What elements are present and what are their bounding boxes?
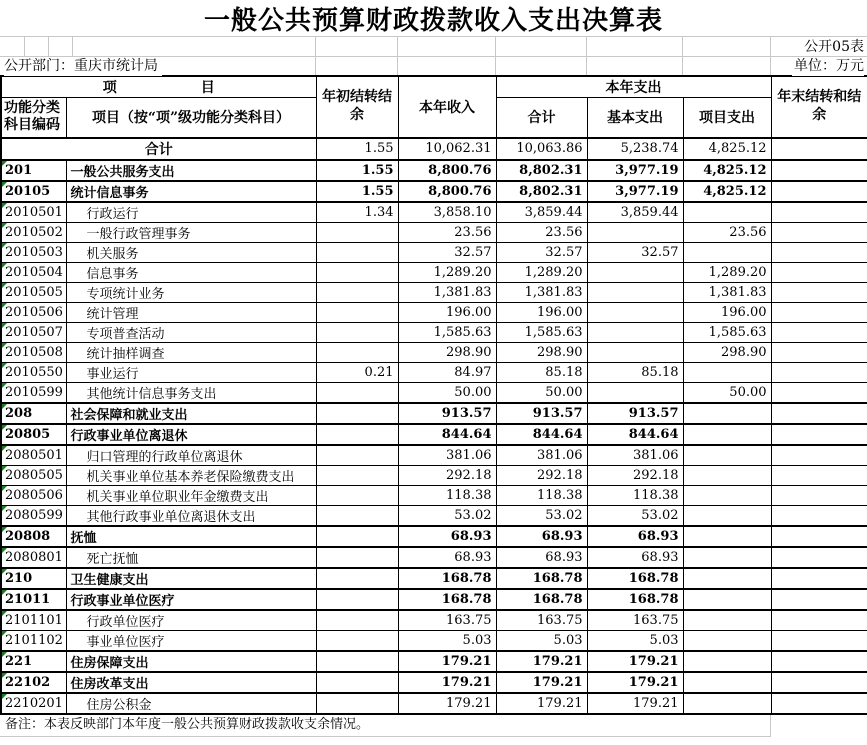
cell-code[interactable]: 2010507	[1, 322, 66, 342]
info-row-sheet-number	[0, 36, 867, 56]
header-function-code[interactable]: 功能分类科目编码	[1, 98, 66, 138]
table-row	[1, 505, 867, 526]
header-closing-balance[interactable]: 年末结转和结余	[771, 76, 867, 138]
cell-exp-basic[interactable]: 3,859.44	[587, 202, 683, 223]
cell-income[interactable]: 163.75	[398, 610, 496, 631]
cell-item-name[interactable]: 机关服务	[66, 242, 316, 262]
header-exp-project[interactable]: 项目支出	[683, 98, 771, 138]
cell-end-balance[interactable]	[771, 282, 867, 302]
cell-code[interactable]: 2010506	[1, 302, 66, 322]
cell-end-balance[interactable]	[771, 322, 867, 342]
cell-exp-basic[interactable]: 68.93	[587, 526, 683, 547]
cell-begin-balance[interactable]	[316, 322, 398, 342]
cell-exp-total[interactable]: 68.93	[496, 526, 587, 547]
cell-end-balance[interactable]	[771, 160, 867, 181]
table-row	[1, 424, 867, 445]
cell-exp-total[interactable]: 53.02	[496, 505, 587, 526]
cell-end-balance[interactable]	[771, 568, 867, 589]
cell-exp-total[interactable]: 913.57	[496, 403, 587, 424]
cell-exp-basic[interactable]: 168.78	[587, 568, 683, 589]
cell-item-name[interactable]: 一般公共服务支出	[66, 160, 316, 181]
table-row	[1, 693, 867, 714]
cell-exp-total[interactable]: 179.21	[496, 651, 587, 672]
cell-code[interactable]: 2080505	[1, 465, 66, 485]
cell-item-name[interactable]: 机关事业单位职业年金缴费支出	[66, 485, 316, 505]
cell-begin-balance[interactable]: 1.55	[316, 138, 398, 160]
cell-begin-balance[interactable]	[316, 403, 398, 424]
cell-begin-balance[interactable]: 0.21	[316, 362, 398, 382]
cell-income[interactable]: 68.93	[398, 547, 496, 568]
cell-exp-total[interactable]: 68.93	[496, 547, 587, 568]
cell-end-balance[interactable]	[771, 485, 867, 505]
info-row-department	[0, 56, 867, 75]
cell-begin-balance[interactable]	[316, 465, 398, 485]
cell-code[interactable]: 2010504	[1, 262, 66, 282]
cell-exp-basic[interactable]: 292.18	[587, 465, 683, 485]
cell-item-name[interactable]: 事业单位医疗	[66, 630, 316, 651]
cell-item-name[interactable]: 行政事业单位医疗	[66, 589, 316, 610]
cell-begin-balance[interactable]: 1.34	[316, 202, 398, 223]
cell-code[interactable]: 20808	[1, 526, 66, 547]
header-opening-balance[interactable]: 年初结转结余	[316, 76, 398, 138]
table-row	[1, 465, 867, 485]
table-row	[1, 526, 867, 547]
cell-code[interactable]: 2080599	[1, 505, 66, 526]
table-row	[1, 547, 867, 568]
header-item-group[interactable]: 项 目	[1, 76, 316, 98]
cell-exp-project[interactable]	[683, 672, 771, 693]
table-row	[1, 485, 867, 505]
cell-exp-total[interactable]: 179.21	[496, 672, 587, 693]
cell-income[interactable]: 196.00	[398, 302, 496, 322]
cell-code[interactable]: 2101102	[1, 630, 66, 651]
title-row	[0, 0, 867, 36]
cell-end-balance[interactable]	[771, 382, 867, 403]
gridline	[770, 57, 771, 75]
cell-exp-basic[interactable]	[587, 382, 683, 403]
cell-exp-basic[interactable]: 3,977.19	[587, 181, 683, 202]
cell-code[interactable]: 2010505	[1, 282, 66, 302]
cell-code[interactable]: 2010599	[1, 382, 66, 403]
cell-exp-total[interactable]: 8,802.31	[496, 181, 587, 202]
table-row	[1, 202, 867, 223]
cell-item-name[interactable]: 住房公积金	[66, 693, 316, 714]
cell-income[interactable]: 381.06	[398, 445, 496, 466]
cell-exp-project[interactable]: 4,825.12	[683, 181, 771, 202]
cell-exp-total[interactable]: 85.18	[496, 362, 587, 382]
footnote-text[interactable]: 备注：本表反映部门本年度一般公共预算财政拨款收支余情况。	[5, 716, 370, 732]
cell-exp-basic[interactable]	[587, 302, 683, 322]
cell-begin-balance[interactable]	[316, 382, 398, 403]
table-row	[1, 262, 867, 282]
cell-code[interactable]: 2210201	[1, 693, 66, 714]
cell-exp-project[interactable]	[683, 630, 771, 651]
cell-begin-balance[interactable]	[316, 693, 398, 714]
cell-exp-basic[interactable]: 3,977.19	[587, 160, 683, 181]
cell-exp-basic[interactable]: 118.38	[587, 485, 683, 505]
header-exp-total[interactable]: 合计	[496, 98, 587, 138]
cell-exp-total[interactable]: 163.75	[496, 610, 587, 631]
cell-exp-project[interactable]	[683, 610, 771, 631]
gridline	[397, 57, 398, 75]
gridline	[682, 57, 683, 75]
cell-exp-basic[interactable]: 179.21	[587, 651, 683, 672]
cell-begin-balance[interactable]	[316, 485, 398, 505]
cell-begin-balance[interactable]	[316, 262, 398, 282]
cell-end-balance[interactable]	[771, 526, 867, 547]
cell-exp-total[interactable]: 1,585.63	[496, 322, 587, 342]
footnote-row	[0, 715, 867, 737]
cell-item-name[interactable]: 死亡抚恤	[66, 547, 316, 568]
cell-exp-total[interactable]: 3,859.44	[496, 202, 587, 223]
cell-begin-balance[interactable]	[316, 547, 398, 568]
table-row	[1, 138, 867, 160]
gridline	[495, 37, 496, 56]
gridline	[315, 37, 316, 56]
cell-exp-basic[interactable]	[587, 222, 683, 242]
cell-income[interactable]: 50.00	[398, 382, 496, 403]
gridline	[72, 37, 73, 56]
table-row	[1, 362, 867, 382]
cell-end-balance[interactable]	[771, 610, 867, 631]
cell-exp-project[interactable]	[683, 651, 771, 672]
cell-end-balance[interactable]	[771, 630, 867, 651]
header-current-income[interactable]: 本年收入	[398, 76, 496, 138]
gridline	[48, 37, 49, 56]
cell-begin-balance[interactable]	[316, 610, 398, 631]
table-row	[1, 342, 867, 362]
cell-exp-basic[interactable]: 68.93	[587, 547, 683, 568]
cell-exp-project[interactable]: 23.56	[683, 222, 771, 242]
cell-end-balance[interactable]	[771, 445, 867, 466]
cell-income[interactable]: 913.57	[398, 403, 496, 424]
sheet-number-label[interactable]: 公开05表	[804, 39, 864, 55]
cell-item-name[interactable]: 抚恤	[66, 526, 316, 547]
cell-item-name[interactable]: 行政事业单位离退休	[66, 424, 316, 445]
cell-item-name[interactable]: 归口管理的行政单位离退休	[66, 445, 316, 466]
cell-exp-project[interactable]: 1,585.63	[683, 322, 771, 342]
cell-end-balance[interactable]	[771, 362, 867, 382]
cell-end-balance[interactable]	[771, 547, 867, 568]
cell-income[interactable]: 1,289.20	[398, 262, 496, 282]
cell-exp-basic[interactable]	[587, 322, 683, 342]
cell-exp-total[interactable]: 292.18	[496, 465, 587, 485]
cell-item-name[interactable]: 事业运行	[66, 362, 316, 382]
table-row	[1, 403, 867, 424]
table-row	[1, 282, 867, 302]
cell-exp-project[interactable]: 4,825.12	[683, 160, 771, 181]
cell-income[interactable]: 23.56	[398, 222, 496, 242]
cell-exp-basic[interactable]: 168.78	[587, 589, 683, 610]
cell-exp-total[interactable]: 168.78	[496, 568, 587, 589]
cell-exp-basic[interactable]: 85.18	[587, 362, 683, 382]
gridline	[315, 57, 316, 75]
cell-income[interactable]: 179.21	[398, 693, 496, 714]
cell-income[interactable]: 118.38	[398, 485, 496, 505]
cell-income[interactable]: 5.03	[398, 630, 496, 651]
table-row	[1, 630, 867, 651]
cell-end-balance[interactable]	[771, 505, 867, 526]
cell-exp-total[interactable]: 32.57	[496, 242, 587, 262]
header-exp-basic[interactable]: 基本支出	[587, 98, 683, 138]
cell-exp-basic[interactable]	[587, 282, 683, 302]
cell-begin-balance[interactable]	[316, 222, 398, 242]
cell-total-label[interactable]: 合计	[1, 138, 316, 160]
cell-exp-project[interactable]	[683, 362, 771, 382]
cell-code[interactable]: 210	[1, 568, 66, 589]
cell-exp-project[interactable]: 4,825.12	[683, 138, 771, 160]
cell-end-balance[interactable]	[771, 465, 867, 485]
gridline	[586, 57, 587, 75]
cell-begin-balance[interactable]	[316, 302, 398, 322]
cell-begin-balance[interactable]	[316, 630, 398, 651]
cell-code[interactable]: 2010550	[1, 362, 66, 382]
cell-exp-basic[interactable]: 913.57	[587, 403, 683, 424]
cell-item-name[interactable]: 统计抽样调查	[66, 342, 316, 362]
cell-code[interactable]: 21011	[1, 589, 66, 610]
cell-exp-basic[interactable]: 5,238.74	[587, 138, 683, 160]
cell-begin-balance[interactable]	[316, 445, 398, 466]
cell-code[interactable]: 22102	[1, 672, 66, 693]
cell-income[interactable]: 168.78	[398, 568, 496, 589]
cell-end-balance[interactable]	[771, 672, 867, 693]
cell-exp-total[interactable]: 118.38	[496, 485, 587, 505]
cell-exp-total[interactable]: 844.64	[496, 424, 587, 445]
cell-item-name[interactable]: 专项普查活动	[66, 322, 316, 342]
cell-end-balance[interactable]	[771, 424, 867, 445]
cell-exp-project[interactable]: 50.00	[683, 382, 771, 403]
cell-exp-total[interactable]: 179.21	[496, 693, 587, 714]
cell-item-name[interactable]: 卫生健康支出	[66, 568, 316, 589]
cell-exp-project[interactable]	[683, 202, 771, 223]
cell-code[interactable]: 201	[1, 160, 66, 181]
gridline	[24, 37, 25, 56]
cell-code[interactable]: 2080801	[1, 547, 66, 568]
cell-begin-balance[interactable]: 1.55	[316, 160, 398, 181]
unit-label[interactable]: 单位：万元	[794, 58, 864, 74]
cell-income[interactable]: 10,062.31	[398, 138, 496, 160]
table-row	[1, 322, 867, 342]
cell-begin-balance[interactable]	[316, 342, 398, 362]
cell-end-balance[interactable]	[771, 589, 867, 610]
table-row	[1, 568, 867, 589]
cell-income[interactable]: 8,800.76	[398, 160, 496, 181]
cell-end-balance[interactable]	[771, 202, 867, 223]
cell-exp-total[interactable]: 298.90	[496, 342, 587, 362]
cell-exp-total[interactable]: 1,289.20	[496, 262, 587, 282]
cell-begin-balance[interactable]	[316, 589, 398, 610]
header-item-name[interactable]: 项目（按“项”级功能分类科目）	[66, 98, 316, 138]
cell-exp-project[interactable]	[683, 693, 771, 714]
cell-begin-balance[interactable]	[316, 505, 398, 526]
cell-exp-total[interactable]: 23.56	[496, 222, 587, 242]
cell-exp-total[interactable]: 10,063.86	[496, 138, 587, 160]
cell-begin-balance[interactable]	[316, 424, 398, 445]
cell-exp-project[interactable]	[683, 465, 771, 485]
cell-exp-project[interactable]	[683, 568, 771, 589]
cell-income[interactable]: 1,381.83	[398, 282, 496, 302]
department-label[interactable]: 公开部门：重庆市统计局	[4, 57, 162, 76]
cell-begin-balance[interactable]	[316, 651, 398, 672]
cell-item-name[interactable]: 行政运行	[66, 202, 316, 223]
cell-exp-basic[interactable]: 32.57	[587, 242, 683, 262]
cell-exp-project[interactable]	[683, 403, 771, 424]
cell-income[interactable]: 168.78	[398, 589, 496, 610]
cell-code[interactable]: 2010501	[1, 202, 66, 223]
cell-income[interactable]: 298.90	[398, 342, 496, 362]
cell-end-balance[interactable]	[771, 262, 867, 282]
cell-exp-project[interactable]: 196.00	[683, 302, 771, 322]
cell-exp-total[interactable]: 196.00	[496, 302, 587, 322]
cell-code[interactable]: 2010502	[1, 222, 66, 242]
cell-code[interactable]: 2080501	[1, 445, 66, 466]
cell-item-name[interactable]: 机关事业单位基本养老保险缴费支出	[66, 465, 316, 485]
cell-item-name[interactable]: 一般行政管理事务	[66, 222, 316, 242]
cell-code[interactable]: 20805	[1, 424, 66, 445]
cell-begin-balance[interactable]	[316, 526, 398, 547]
cell-income[interactable]: 32.57	[398, 242, 496, 262]
gridline	[770, 715, 771, 737]
gridline	[586, 37, 587, 56]
table-row	[1, 672, 867, 693]
table-row	[1, 181, 867, 202]
cell-code[interactable]: 2010503	[1, 242, 66, 262]
cell-item-name[interactable]: 信息事务	[66, 262, 316, 282]
cell-exp-project[interactable]	[683, 547, 771, 568]
cell-income[interactable]: 68.93	[398, 526, 496, 547]
table-row	[1, 242, 867, 262]
cell-begin-balance[interactable]: 1.55	[316, 181, 398, 202]
cell-begin-balance[interactable]	[316, 568, 398, 589]
cell-item-name[interactable]: 住房改革支出	[66, 672, 316, 693]
page-title[interactable]: 一般公共预算财政拨款收入支出决算表	[203, 5, 663, 36]
cell-begin-balance[interactable]	[316, 672, 398, 693]
cell-income[interactable]: 844.64	[398, 424, 496, 445]
cell-code[interactable]: 208	[1, 403, 66, 424]
cell-exp-total[interactable]: 50.00	[496, 382, 587, 403]
cell-exp-total[interactable]: 5.03	[496, 630, 587, 651]
table-row	[1, 222, 867, 242]
cell-exp-project[interactable]	[683, 485, 771, 505]
cell-exp-project[interactable]	[683, 242, 771, 262]
cell-item-name[interactable]: 统计管理	[66, 302, 316, 322]
cell-item-name[interactable]: 统计信息事务	[66, 181, 316, 202]
cell-income[interactable]: 292.18	[398, 465, 496, 485]
cell-end-balance[interactable]	[771, 693, 867, 714]
cell-income[interactable]: 179.21	[398, 672, 496, 693]
cell-code[interactable]: 20105	[1, 181, 66, 202]
cell-exp-basic[interactable]: 844.64	[587, 424, 683, 445]
table-row	[1, 382, 867, 403]
cell-code[interactable]: 221	[1, 651, 66, 672]
cell-income[interactable]: 1,585.63	[398, 322, 496, 342]
cell-end-balance[interactable]	[771, 342, 867, 362]
header-current-expenditure[interactable]: 本年支出	[496, 76, 771, 98]
table-row	[1, 651, 867, 672]
gridline	[770, 37, 771, 56]
cell-item-name[interactable]: 住房保障支出	[66, 651, 316, 672]
gridline	[682, 37, 683, 56]
table-row	[1, 589, 867, 610]
bottom-gridline	[0, 736, 770, 737]
cell-exp-project[interactable]	[683, 526, 771, 547]
cell-item-name[interactable]: 其他行政事业单位离退休支出	[66, 505, 316, 526]
table-body	[1, 138, 867, 714]
cell-exp-project[interactable]	[683, 589, 771, 610]
cell-exp-project[interactable]	[683, 424, 771, 445]
cell-exp-basic[interactable]: 163.75	[587, 610, 683, 631]
cell-income[interactable]: 53.02	[398, 505, 496, 526]
cell-begin-balance[interactable]	[316, 282, 398, 302]
table-row	[1, 302, 867, 322]
cell-end-balance[interactable]	[771, 181, 867, 202]
cell-exp-basic[interactable]	[587, 262, 683, 282]
budget-table	[0, 75, 867, 715]
cell-exp-project[interactable]	[683, 505, 771, 526]
cell-exp-project[interactable]: 1,289.20	[683, 262, 771, 282]
cell-end-balance[interactable]	[771, 138, 867, 160]
cell-exp-total[interactable]: 1,381.83	[496, 282, 587, 302]
cell-code[interactable]: 2080506	[1, 485, 66, 505]
cell-item-name[interactable]: 行政单位医疗	[66, 610, 316, 631]
cell-exp-total[interactable]: 8,802.31	[496, 160, 587, 181]
cell-exp-basic[interactable]	[587, 342, 683, 362]
cell-exp-total[interactable]: 168.78	[496, 589, 587, 610]
cell-exp-basic[interactable]: 381.06	[587, 445, 683, 466]
cell-income[interactable]: 8,800.76	[398, 181, 496, 202]
cell-begin-balance[interactable]	[316, 242, 398, 262]
cell-exp-project[interactable]: 298.90	[683, 342, 771, 362]
cell-exp-basic[interactable]: 5.03	[587, 630, 683, 651]
cell-exp-basic[interactable]: 179.21	[587, 672, 683, 693]
cell-item-name[interactable]: 专项统计业务	[66, 282, 316, 302]
cell-item-name[interactable]: 社会保障和就业支出	[66, 403, 316, 424]
cell-exp-basic[interactable]: 53.02	[587, 505, 683, 526]
cell-end-balance[interactable]	[771, 651, 867, 672]
cell-end-balance[interactable]	[771, 302, 867, 322]
table-row	[1, 610, 867, 631]
cell-end-balance[interactable]	[771, 403, 867, 424]
gridline	[495, 57, 496, 75]
cell-exp-project[interactable]: 1,381.83	[683, 282, 771, 302]
cell-exp-total[interactable]: 381.06	[496, 445, 587, 466]
table-row	[1, 445, 867, 466]
table-header	[1, 76, 867, 138]
cell-code[interactable]: 2010508	[1, 342, 66, 362]
gridline	[397, 37, 398, 56]
cell-end-balance[interactable]	[771, 222, 867, 242]
cell-code[interactable]: 2101101	[1, 610, 66, 631]
cell-exp-project[interactable]	[683, 445, 771, 466]
table-row	[1, 160, 867, 181]
cell-exp-basic[interactable]: 179.21	[587, 693, 683, 714]
cell-income[interactable]: 84.97	[398, 362, 496, 382]
cell-end-balance[interactable]	[771, 242, 867, 262]
cell-income[interactable]: 179.21	[398, 651, 496, 672]
cell-item-name[interactable]: 其他统计信息事务支出	[66, 382, 316, 403]
cell-income[interactable]: 3,858.10	[398, 202, 496, 223]
